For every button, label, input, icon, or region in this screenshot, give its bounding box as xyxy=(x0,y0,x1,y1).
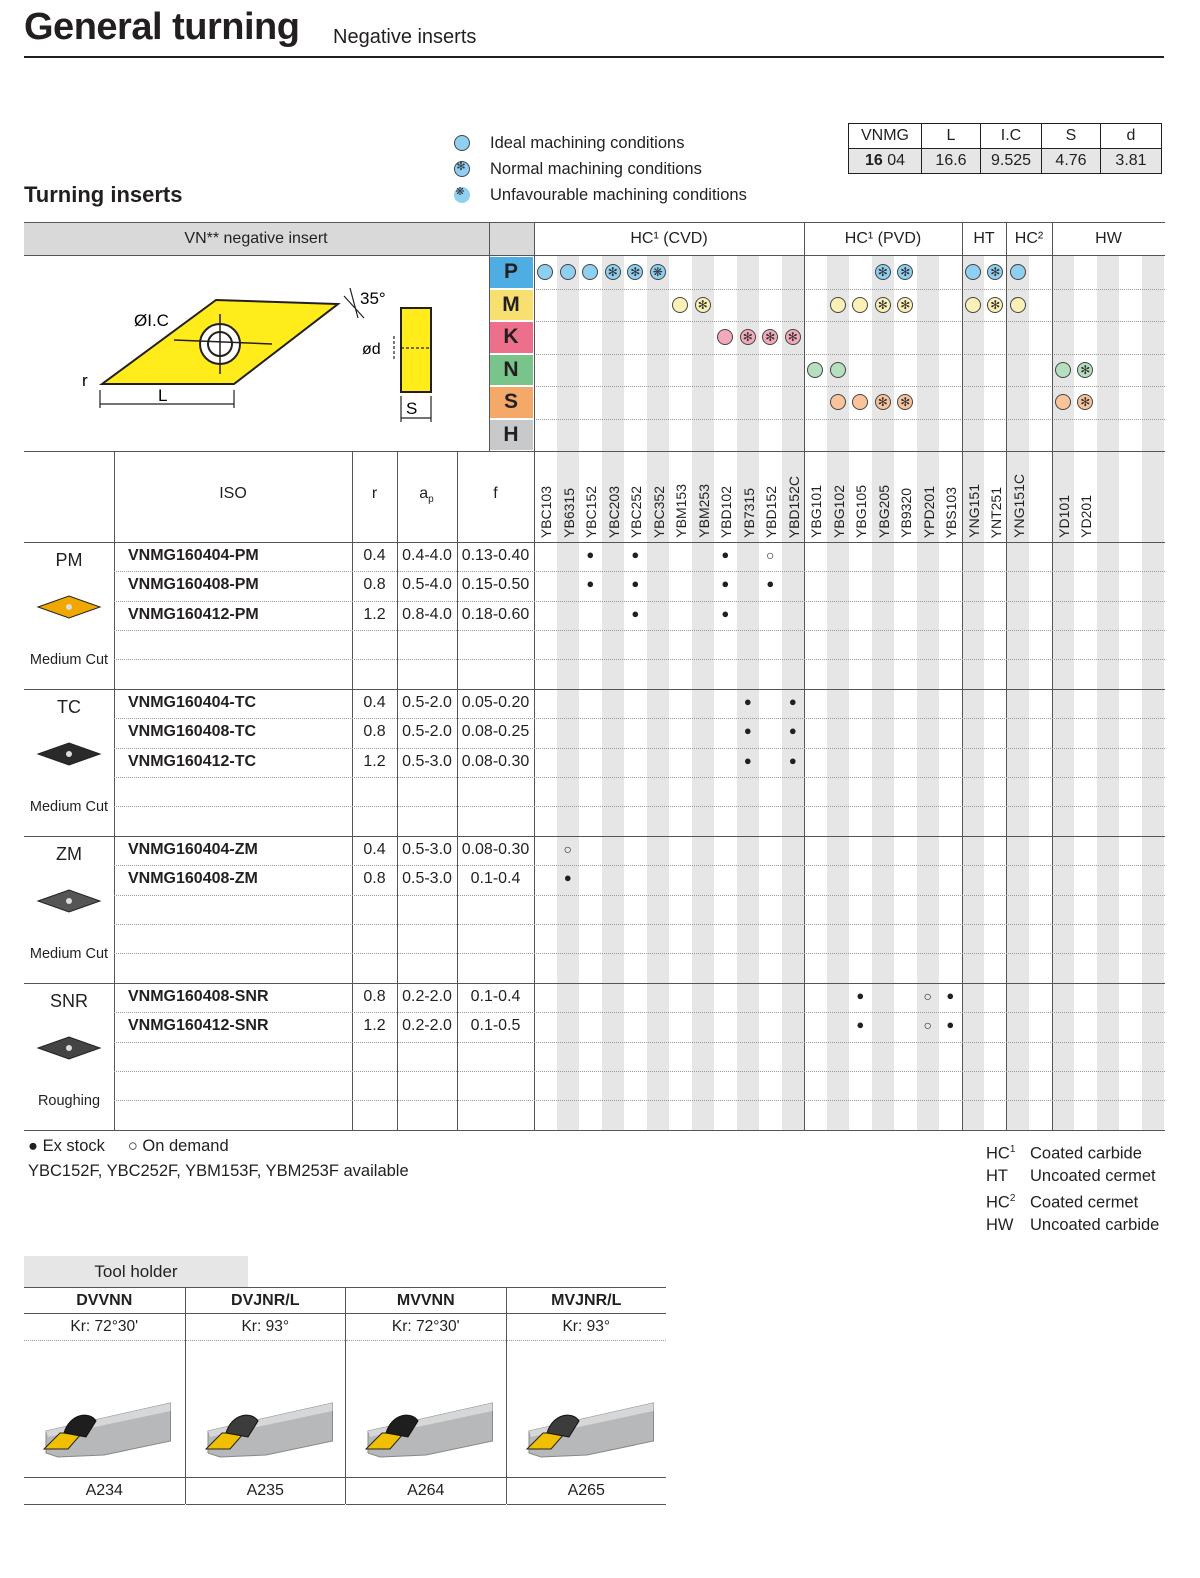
ideal-circle-icon xyxy=(807,362,823,378)
ideal-circle-icon xyxy=(537,264,553,280)
ex-stock-dot-icon: ● xyxy=(856,988,865,1003)
r-value: 0.8 xyxy=(363,576,386,594)
ideal-circle-icon xyxy=(1010,264,1026,280)
legend-unfavourable xyxy=(454,182,747,208)
grade-name: YBG102 xyxy=(830,485,847,538)
material-row-divider xyxy=(534,289,1165,290)
grade-name: YBD152 xyxy=(763,485,780,538)
row-divider xyxy=(114,806,1165,807)
ap-header: $a_p$ xyxy=(419,485,434,506)
material-row-divider xyxy=(534,386,1165,387)
grade-column-shade xyxy=(1007,256,1030,1130)
label-ic: ØI.C xyxy=(134,311,169,330)
iso-code: VNMG160404-PM xyxy=(128,547,259,564)
row-divider xyxy=(114,659,1165,660)
dims-d-value: 3.81 xyxy=(1101,149,1162,174)
ideal-circle-icon xyxy=(830,394,846,410)
ideal-circle-icon xyxy=(1055,394,1071,410)
iso-code: VNMG160408-PM xyxy=(128,576,259,594)
on-demand-circle-icon: ○ xyxy=(923,988,932,1004)
r-value: 1.2 xyxy=(363,605,386,623)
grade-column-shade xyxy=(962,256,985,1130)
abbr-hc2: $HC^2$ Coated cermet xyxy=(986,1192,1139,1211)
row-divider xyxy=(114,630,1165,631)
legend-ideal-label: Ideal machining conditions xyxy=(490,133,685,152)
grade-name: YD201 xyxy=(1078,495,1095,538)
dims-header-l: L xyxy=(922,124,981,149)
material-code-m: M xyxy=(489,290,533,321)
dims-header-ic: I.C xyxy=(981,124,1042,149)
grade-column-shade xyxy=(647,256,670,1130)
grade-group-header: HT xyxy=(973,230,995,247)
r-value: 1.2 xyxy=(363,752,386,770)
ap-value: 0.4-4.0 xyxy=(402,547,452,564)
r-value: 0.4 xyxy=(363,694,386,711)
table-rule xyxy=(24,222,1165,223)
ideal-circle-icon xyxy=(965,264,981,280)
r-value: 0.8 xyxy=(363,870,386,888)
r-value: 0.4 xyxy=(363,547,386,564)
ex-stock-dot-icon: ● xyxy=(563,870,572,886)
label-d: ød xyxy=(362,341,381,358)
insert-diagram xyxy=(24,256,488,450)
grade-name: YNT251 xyxy=(988,486,1005,538)
f-value: 0.08-0.30 xyxy=(461,841,530,858)
dims-size-a: 16 xyxy=(864,152,883,169)
grade-column-shade xyxy=(737,256,760,1130)
iso-code: VNMG160404-TC xyxy=(128,694,257,711)
tool-holder-kr: Kr: 93° xyxy=(507,1314,667,1341)
table-rule xyxy=(489,255,1165,256)
grade-name: YBD152C xyxy=(785,475,802,538)
ex-stock-dot-icon: ● xyxy=(743,752,752,768)
f-value: 0.1-0.5 xyxy=(470,1017,521,1035)
table-rule xyxy=(24,542,1165,543)
dims-ic-value: 9.525 xyxy=(981,149,1042,174)
normal-flower-icon: ✻ xyxy=(987,264,1003,280)
product-group-cut: Medium Cut xyxy=(29,652,109,668)
table-rule xyxy=(24,689,1165,690)
label-angle: 35° xyxy=(360,289,386,308)
row-divider xyxy=(114,601,1165,602)
ap-value: 0.8-4.0 xyxy=(402,605,452,623)
grade-column-shade xyxy=(1142,256,1165,1130)
product-group-name: SNR xyxy=(49,991,88,1011)
normal-flower-icon: ✻ xyxy=(897,297,913,313)
ideal-circle-icon xyxy=(454,135,470,151)
tool-holder-mvvnn xyxy=(345,1287,506,1504)
insert-photo xyxy=(36,594,102,620)
on-demand-circle-icon: ○ xyxy=(127,1137,138,1155)
ex-stock-dot-icon: ● xyxy=(721,547,730,562)
abbreviation-list xyxy=(986,1139,1159,1236)
table-rule xyxy=(24,1130,1165,1131)
material-code-s: S xyxy=(489,387,533,418)
f-header: f xyxy=(493,485,498,502)
tool-holder-name: MVJNR/L xyxy=(507,1287,667,1314)
legend xyxy=(454,130,747,208)
grade-name: YB7315 xyxy=(740,488,757,538)
legend-ideal xyxy=(454,130,747,156)
table-rule xyxy=(24,836,1165,837)
dims-header-d: d xyxy=(1101,124,1162,149)
ideal-circle-icon xyxy=(717,329,733,345)
tool-holder-mvjnr-l xyxy=(506,1287,667,1504)
material-row-divider xyxy=(534,419,1165,420)
row-divider xyxy=(114,571,1165,572)
on-demand-circle-icon: ○ xyxy=(923,1017,932,1034)
iso-code: VNMG160412-PM xyxy=(128,605,259,623)
row-divider xyxy=(114,718,1165,719)
r-value: 1.2 xyxy=(363,1017,386,1035)
grade-column-shade xyxy=(692,256,715,1130)
normal-flower-icon: ✻ xyxy=(785,329,801,345)
tool-holder-kr: Kr: 72°30' xyxy=(346,1314,506,1341)
ex-stock-dot-icon: ● xyxy=(631,605,640,621)
tool-holder-name: MVVNN xyxy=(346,1287,506,1314)
product-group-name: TC xyxy=(57,697,81,717)
ap-value: 0.5-3.0 xyxy=(402,870,452,888)
page-title: General turning xyxy=(24,6,300,48)
row-divider xyxy=(114,924,1165,925)
label-l: L xyxy=(158,386,168,405)
grade-name: YBD102 xyxy=(718,485,735,538)
grade-name: YBM153 xyxy=(673,484,690,538)
ex-stock-dot-icon: ● xyxy=(586,547,595,562)
ideal-circle-icon xyxy=(965,297,981,313)
table-rule xyxy=(24,451,1165,452)
ex-stock-dot-icon: ● xyxy=(766,576,775,592)
tool-holder-page: A265 xyxy=(507,1477,667,1505)
grade-name: YNG151C xyxy=(1010,474,1027,538)
label-s: S xyxy=(406,399,418,418)
ideal-circle-icon xyxy=(582,264,598,280)
product-group-cut: Roughing xyxy=(37,1093,101,1109)
normal-flower-icon xyxy=(454,161,470,177)
table-vrule xyxy=(489,222,490,451)
ideal-circle-icon xyxy=(830,297,846,313)
ideal-circle-icon xyxy=(1010,297,1026,313)
tool-holder-title: Tool holder xyxy=(24,1256,248,1288)
ideal-circle-icon xyxy=(560,264,576,280)
r-value: 0.8 xyxy=(363,988,386,1005)
ex-stock-dot-icon: ● xyxy=(721,605,730,621)
row-divider xyxy=(114,895,1165,896)
normal-flower-icon: ✻ xyxy=(875,264,891,280)
abbr-hw: HW Uncoated carbide xyxy=(986,1215,1160,1234)
label-r: r xyxy=(82,371,88,390)
ap-value: 0.5-4.0 xyxy=(402,576,452,594)
ideal-circle-icon xyxy=(1055,362,1071,378)
ap-value: 0.2-2.0 xyxy=(402,988,452,1005)
grade-name: YBG205 xyxy=(875,485,892,538)
r-header: r xyxy=(371,485,378,502)
tool-holder-image xyxy=(507,1341,668,1479)
ap-value: 0.5-3.0 xyxy=(402,752,452,770)
iso-header: ISO xyxy=(219,485,247,502)
unfavourable-flower-icon xyxy=(454,187,470,203)
normal-flower-icon: ✻ xyxy=(605,264,621,280)
f-value: 0.08-0.30 xyxy=(461,752,530,770)
row-divider xyxy=(114,953,1165,954)
grade-name: YNG151 xyxy=(965,484,982,538)
f-value: 0.15-0.50 xyxy=(461,576,530,594)
product-group-cut: Medium Cut xyxy=(29,799,109,815)
table-vrule xyxy=(1006,222,1007,1130)
table-vrule xyxy=(962,222,963,1130)
dimensions-table xyxy=(848,123,1162,174)
ap-value: 0.5-3.0 xyxy=(402,841,452,858)
f-value: 0.1-0.4 xyxy=(470,870,521,888)
f-value: 0.08-0.25 xyxy=(461,723,530,741)
ex-stock-dot-icon: ● xyxy=(743,694,752,709)
iso-code: VNMG160408-SNR xyxy=(128,988,269,1005)
iso-code: VNMG160408-TC xyxy=(128,723,257,741)
grade-name: YPD201 xyxy=(920,485,937,538)
ap-value: 0.5-2.0 xyxy=(402,694,452,711)
table-vrule xyxy=(1052,222,1053,1130)
ideal-circle-icon xyxy=(830,362,846,378)
f-value: 0.05-0.20 xyxy=(461,694,530,711)
tool-holder-kr: Kr: 93° xyxy=(186,1314,346,1341)
on-demand-circle-icon: ○ xyxy=(766,547,775,563)
row-divider xyxy=(114,1100,1165,1101)
grade-name: YBC352 xyxy=(650,485,667,538)
iso-code: VNMG160404-ZM xyxy=(128,841,258,858)
ex-stock-dot-icon: ● xyxy=(631,547,640,562)
grade-group-header: HC² xyxy=(1014,230,1044,247)
ex-stock-dot-icon: ● xyxy=(856,1017,865,1033)
grade-name: YBC252 xyxy=(628,485,645,538)
material-row-divider xyxy=(534,354,1165,355)
page-subtitle: Negative inserts xyxy=(333,26,477,48)
normal-flower-icon: ✻ xyxy=(1077,394,1093,410)
grade-name: YBM253 xyxy=(695,484,712,538)
table-vrule xyxy=(114,451,115,1130)
grade-column-shade xyxy=(1097,256,1120,1130)
f-value: 0.18-0.60 xyxy=(461,605,530,623)
ex-stock-label: Ex stock xyxy=(42,1137,105,1155)
ap-value: 0.2-2.0 xyxy=(402,1017,452,1035)
grade-name: YB6315 xyxy=(560,488,577,538)
grade-column-shade xyxy=(1052,256,1075,1130)
f-value: 0.13-0.40 xyxy=(461,547,530,564)
dims-header-vnmg: VNMG xyxy=(849,124,922,149)
abbr-ht: HT Uncoated cermet xyxy=(986,1167,1156,1185)
tool-holder-page: A235 xyxy=(186,1477,346,1505)
grade-name: YBC103 xyxy=(538,485,555,538)
dims-size xyxy=(849,149,922,174)
normal-flower-icon: ✻ xyxy=(897,394,913,410)
normal-flower-icon: ✻ xyxy=(987,297,1003,313)
normal-flower-icon: ✻ xyxy=(875,297,891,313)
product-group-name: ZM xyxy=(56,844,82,864)
table-vrule xyxy=(534,222,535,1130)
normal-flower-icon: ✻ xyxy=(1077,362,1093,378)
iso-code: VNMG160412-TC xyxy=(128,752,257,770)
material-code-p: P xyxy=(489,257,533,288)
grade-column-shade xyxy=(782,256,805,1130)
table-rule xyxy=(24,983,1165,984)
ideal-circle-icon xyxy=(672,297,688,313)
legend-unfavourable-label: Unfavourable machining conditions xyxy=(490,185,747,204)
product-group-cut: Medium Cut xyxy=(29,946,109,962)
row-divider xyxy=(114,1012,1165,1013)
grade-column-shade xyxy=(557,256,580,1130)
row-divider xyxy=(114,1071,1165,1072)
tool-holder-image xyxy=(24,1341,185,1479)
dims-header-s: S xyxy=(1042,124,1101,149)
insert-photo xyxy=(36,888,102,914)
tool-holder-image xyxy=(346,1341,507,1479)
ex-stock-dot-icon: ● xyxy=(721,576,730,592)
ideal-circle-icon xyxy=(852,297,868,313)
tool-holder-kr: Kr: 72°30' xyxy=(24,1314,185,1341)
grade-column-shade xyxy=(602,256,625,1130)
grade-name: YBC152 xyxy=(583,485,600,538)
tool-holder-dvvnn xyxy=(24,1287,185,1504)
legend-normal xyxy=(454,156,747,182)
dims-l-value: 16.6 xyxy=(922,149,981,174)
grade-name: YBG105 xyxy=(853,485,870,538)
ex-stock-dot-icon: ● xyxy=(788,723,797,739)
grade-column-shade xyxy=(872,256,895,1130)
r-value: 0.4 xyxy=(363,841,386,858)
abbr-hc1: $HC^1$ Coated carbide xyxy=(986,1144,1142,1163)
ex-stock-dot-icon: ● xyxy=(946,1017,955,1033)
insert-header: VN** negative insert xyxy=(184,230,328,247)
normal-flower-icon: ✻ xyxy=(875,394,891,410)
insert-photo xyxy=(36,1035,102,1061)
ex-stock-dot-icon: ● xyxy=(946,988,955,1003)
normal-flower-icon: ✻ xyxy=(897,264,913,280)
iso-code: VNMG160408-ZM xyxy=(128,870,258,888)
ap-value: 0.5-2.0 xyxy=(402,723,452,741)
ex-stock-dot-icon: ● xyxy=(586,576,595,592)
iso-code: VNMG160412-SNR xyxy=(128,1017,269,1035)
tool-holder-image xyxy=(186,1341,347,1479)
row-divider xyxy=(114,777,1165,778)
ex-stock-dot-icon: ● xyxy=(631,576,640,592)
ex-stock-dot-icon: ● xyxy=(743,723,752,739)
dims-s-value: 4.76 xyxy=(1042,149,1101,174)
product-group-name: PM xyxy=(55,550,83,570)
grade-column-shade xyxy=(827,256,850,1130)
section-title: Turning inserts xyxy=(24,182,183,207)
row-divider xyxy=(114,748,1165,749)
table-vrule xyxy=(804,222,805,1130)
stock-legend xyxy=(28,1137,229,1156)
material-code-n: N xyxy=(489,355,533,386)
legend-normal-label: Normal machining conditions xyxy=(490,159,702,178)
header-rule xyxy=(24,56,1164,58)
available-note: YBC152F, YBC252F, YBM153F, YBM253F available xyxy=(28,1162,409,1180)
tool-holder-page: A264 xyxy=(346,1477,506,1505)
tool-holder-name: DVJNR/L xyxy=(186,1287,346,1314)
grade-name: YBS103 xyxy=(943,486,960,538)
f-value: 0.1-0.4 xyxy=(470,988,521,1005)
row-divider xyxy=(114,1042,1165,1043)
grade-group-header: HC¹ (CVD) xyxy=(630,230,708,247)
grade-name: YB9320 xyxy=(898,488,915,538)
grade-name: YBC203 xyxy=(605,485,622,538)
on-demand-label: On demand xyxy=(142,1137,229,1155)
material-row-divider xyxy=(534,321,1165,322)
tool-holder-name: DVVNN xyxy=(24,1287,185,1314)
normal-flower-icon: ✻ xyxy=(695,297,711,313)
ex-stock-dot-icon: ● xyxy=(28,1137,38,1155)
unfavourable-flower-icon: ❋ xyxy=(650,264,666,280)
ex-stock-dot-icon: ● xyxy=(788,694,797,709)
grade-name: YBG101 xyxy=(808,485,825,538)
grade-group-header: HW xyxy=(1095,230,1122,247)
dims-size-b: 04 xyxy=(887,152,906,169)
tool-holder-page: A234 xyxy=(24,1477,185,1505)
on-demand-circle-icon: ○ xyxy=(563,841,572,857)
grade-name: YD101 xyxy=(1055,495,1072,538)
insert-photo xyxy=(36,741,102,767)
normal-flower-icon: ✻ xyxy=(740,329,756,345)
tool-holder-dvjnr-l xyxy=(185,1287,346,1504)
row-divider xyxy=(114,865,1165,866)
normal-flower-icon: ✻ xyxy=(762,329,778,345)
grade-group-header: HC¹ (PVD) xyxy=(844,230,922,247)
tool-holder-table xyxy=(24,1287,666,1504)
material-code-h: H xyxy=(489,420,533,451)
r-value: 0.8 xyxy=(363,723,386,741)
normal-flower-icon: ✻ xyxy=(627,264,643,280)
ex-stock-dot-icon: ● xyxy=(788,752,797,768)
insert-side-shape xyxy=(401,308,431,392)
material-code-k: K xyxy=(489,322,533,353)
ideal-circle-icon xyxy=(852,394,868,410)
